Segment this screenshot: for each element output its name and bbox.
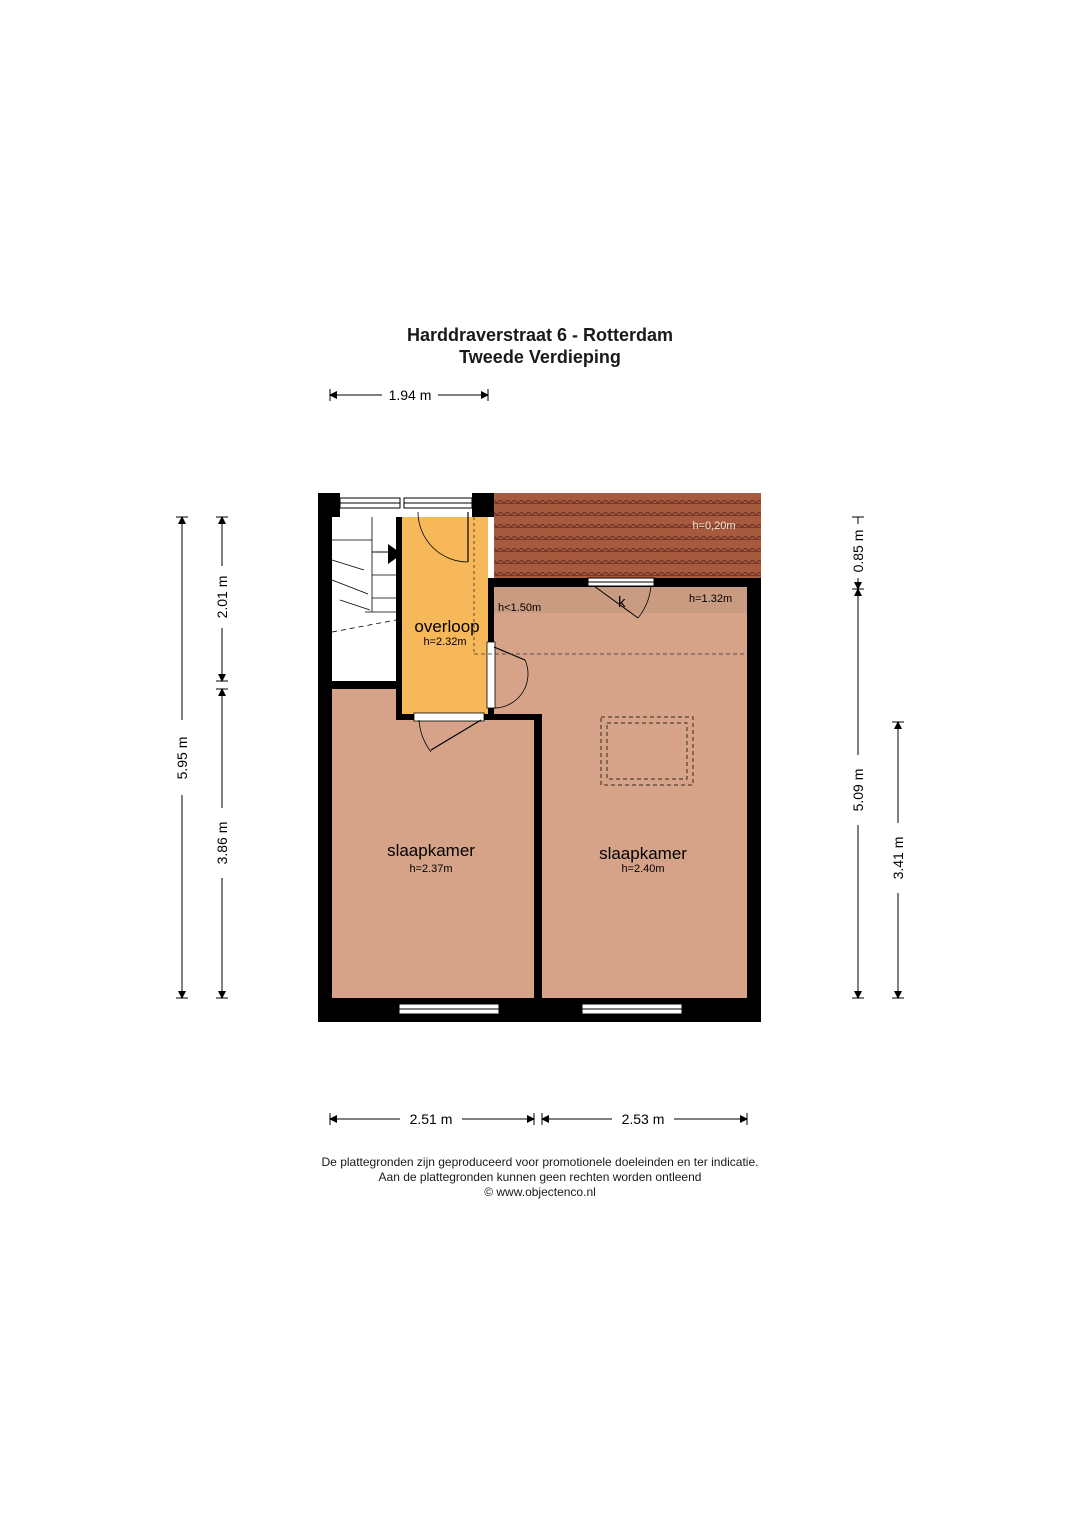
dimension-right-upper-label: 0.85 m [850, 529, 866, 573]
window-bottom-right [582, 1004, 682, 1014]
low-ceiling-label: h<1.50m [498, 602, 542, 614]
roof-window [588, 578, 654, 586]
wall-stair-bottom [332, 681, 402, 689]
dimension-left-upper [214, 517, 230, 681]
outer-wall-top-mid [472, 493, 494, 517]
roof-area [494, 493, 761, 579]
dimension-left-lower [214, 689, 230, 998]
window-top-left [340, 498, 400, 508]
copyright-line: © www.objectenco.nl [484, 1185, 596, 1199]
wall-bedroom-divider [534, 714, 542, 1020]
floor-title: Tweede Verdieping [459, 347, 621, 367]
dimension-right-middle [850, 589, 866, 998]
dimension-right-lower [890, 722, 906, 998]
address-title: Harddraverstraat 6 - Rotterdam [406, 325, 674, 345]
bedroom-right-name: slaapkamer [599, 844, 687, 863]
bedroom-left-height: h=2.37m [409, 863, 453, 875]
roof-height-label: h=0,20m [692, 520, 736, 532]
cabinet-label: k [618, 594, 626, 611]
wall-overloop-right-upper [488, 578, 494, 642]
dimension-right-middle-label: 5.09 m [850, 768, 866, 812]
dimension-bottom-left [330, 1111, 534, 1127]
window-bottom-left [399, 1004, 499, 1014]
stair-floor [332, 517, 402, 683]
disclaimer-line-2: Aan de plattegronden kunnen geen rechten worden ontleend [378, 1170, 702, 1184]
dimension-bottom-right-label: 2.53 m [621, 1111, 665, 1127]
knee-wall-label: h=1.32m [689, 593, 733, 605]
overloop-height: h=2.32m [423, 636, 467, 648]
disclaimer-line-1: De plattegronden zijn geproduceerd voor promotionele doeleinden en ter indicatie. [321, 1155, 759, 1169]
window-top-mid [404, 498, 472, 508]
dimension-bottom-left-label: 2.51 m [409, 1111, 453, 1127]
dimension-top [330, 387, 488, 403]
outer-wall-top-left [318, 493, 340, 517]
dimension-left-total-label: 5.95 m [174, 736, 190, 780]
dimension-left-total [174, 517, 190, 998]
dimension-left-lower-label: 3.86 m [214, 821, 230, 865]
overloop-floor [402, 517, 488, 714]
outer-wall-right [747, 578, 761, 1022]
dimension-right-upper [850, 517, 866, 589]
outer-wall-left [318, 493, 332, 1022]
bedroom-left-name: slaapkamer [387, 841, 475, 860]
bedroom-right-height: h=2.40m [621, 863, 665, 875]
dimension-left-upper-label: 2.01 m [214, 575, 230, 619]
overloop-name: overloop [414, 617, 480, 636]
dimension-top-label: 1.94 m [388, 387, 432, 403]
dimension-right-lower-label: 3.41 m [890, 836, 906, 880]
dimension-bottom-right [542, 1111, 747, 1127]
wall-overloop-right-lower [488, 708, 494, 720]
